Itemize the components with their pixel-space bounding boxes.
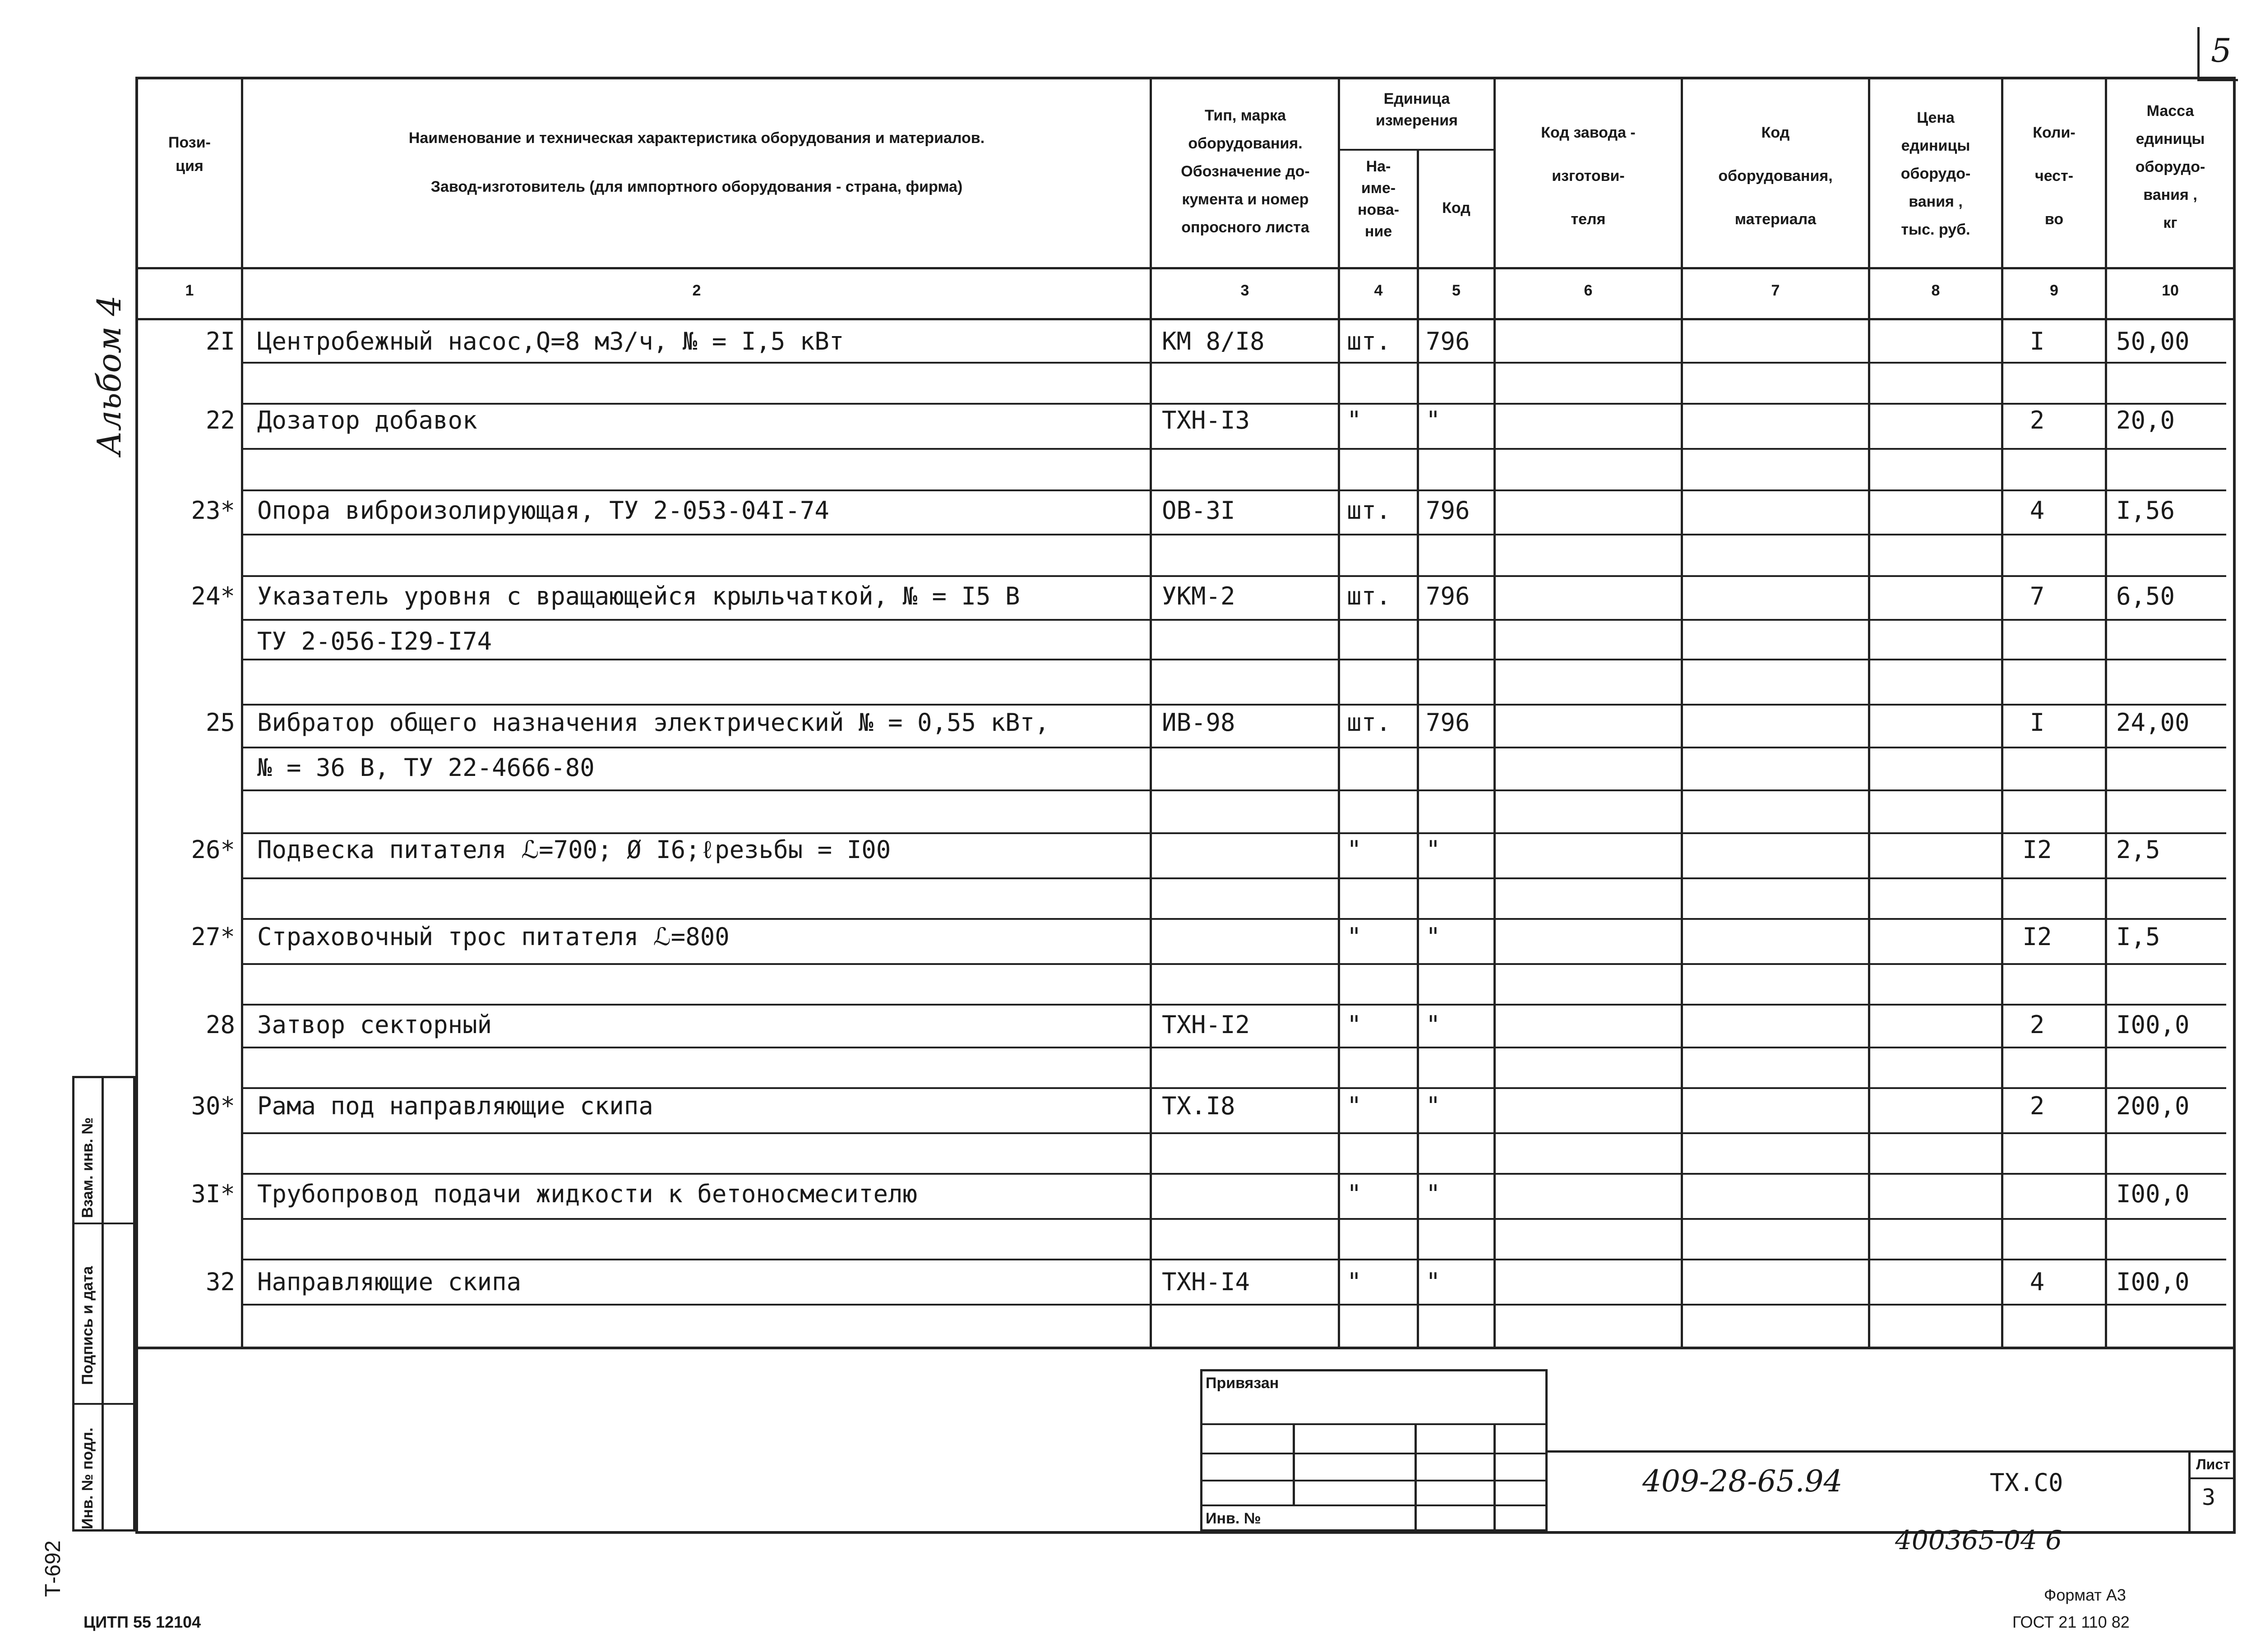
row-type: КМ 8/I8 [1162, 327, 1265, 355]
row-line [241, 1047, 2226, 1048]
sheet-number: 3 [2202, 1484, 2216, 1510]
header-unit-group: Единица измерения [1376, 90, 1458, 129]
row-type: ОВ-3I [1162, 496, 1235, 525]
row-position: 32 [205, 1268, 235, 1296]
row-name: Направляющие скипа [257, 1268, 522, 1296]
row-line [241, 1087, 2226, 1089]
header-type: Тип, марка оборудования. Обозначение до- кумента и номер опросного листа [1181, 107, 1310, 236]
row-line [241, 619, 2226, 621]
row-unit: " [1347, 923, 1362, 951]
col-number: 9 [2050, 282, 2058, 299]
sheet-label: Лист [2196, 1456, 2230, 1472]
row-unit-code: 796 [1426, 582, 1470, 610]
row-unit: шт. [1347, 327, 1391, 355]
row-mass: 24,00 [2116, 708, 2190, 737]
stamp-inv-no: Инв. № [1206, 1510, 1261, 1527]
col-number: 1 [185, 282, 194, 299]
row-name: Дозатор добавок [257, 406, 477, 434]
row-quantity: 2 [2029, 406, 2045, 434]
row-type: ТХН-I3 [1162, 406, 1250, 434]
row-type: УКМ-2 [1162, 582, 1235, 610]
row-position: 22 [205, 406, 235, 434]
row-name: Страховочный трос питателя ℒ=800 [257, 923, 730, 951]
row-name-cont: № = 36 В, ТУ 22-4666-80 [257, 753, 595, 782]
row-mass: 50,00 [2116, 327, 2190, 355]
row-line [241, 832, 2226, 834]
row-name: Трубопровод подачи жидкости к бетоносмесителю [257, 1180, 917, 1208]
header-quantity: Коли- чест- во [2033, 124, 2076, 228]
row-position: 3I* [191, 1180, 235, 1208]
row-quantity: I [2029, 708, 2045, 737]
row-mass: I00,0 [2116, 1011, 2190, 1039]
side-label-podpis: Подпись и дата [79, 1266, 96, 1385]
row-unit: " [1347, 835, 1362, 864]
row-line [241, 403, 2226, 405]
row-name: Затвор секторный [257, 1011, 492, 1039]
row-line [241, 659, 2226, 660]
gost-label: ГОСТ 21 110 82 [2012, 1613, 2130, 1631]
row-line [241, 362, 2226, 364]
header-plant-code: Код завода - изготови- теля [1541, 124, 1636, 228]
row-line [241, 1173, 2226, 1175]
stamp-vline [1415, 1423, 1417, 1532]
row-line [241, 489, 2226, 491]
header-price: Цена единицы оборудо- вания , тыс. руб. [1900, 109, 1971, 238]
col-line [1417, 149, 1419, 1349]
side-line [72, 1223, 135, 1224]
row-position: 23* [191, 496, 235, 525]
doc-code: 409-28-65.94 [1642, 1464, 1843, 1499]
row-quantity: I2 [2022, 835, 2052, 864]
row-unit-code: 796 [1426, 327, 1470, 355]
row-name-cont: ТУ 2-056-I29-I74 [257, 627, 492, 655]
row-line [241, 918, 2226, 920]
row-line [241, 575, 2226, 577]
side-label-vzam: Взам. инв. № [79, 1117, 96, 1218]
row-mass: I,5 [2116, 923, 2160, 951]
row-type: ТХН-I2 [1162, 1011, 1250, 1039]
row-unit-code: " [1426, 835, 1441, 864]
header-position: Пози- ция [168, 134, 211, 175]
row-quantity: 4 [2029, 1268, 2045, 1296]
stamp-privyazan: Привязан [1206, 1375, 1279, 1392]
row-mass: 20,0 [2116, 406, 2175, 434]
row-unit: шт. [1347, 496, 1391, 525]
row-unit-code: " [1426, 1011, 1441, 1039]
row-mass: 2,5 [2116, 835, 2160, 864]
row-line [241, 1004, 2226, 1006]
side-label-inv-podl: Инв. № подл. [79, 1427, 96, 1529]
col-number: 4 [1374, 282, 1383, 299]
row-unit: шт. [1347, 582, 1391, 610]
page-number: 5 [2211, 32, 2232, 69]
row-unit: " [1347, 1092, 1362, 1120]
col-number: 6 [1584, 282, 1593, 299]
col-number: 2 [692, 282, 701, 299]
row-mass: 200,0 [2116, 1092, 2190, 1120]
row-unit-code: " [1426, 406, 1441, 434]
col-number: 5 [1452, 282, 1461, 299]
row-unit: " [1347, 1180, 1362, 1208]
row-unit: " [1347, 1011, 1362, 1039]
row-type: ИВ-98 [1162, 708, 1235, 737]
row-unit-code: " [1426, 1268, 1441, 1296]
row-mass: 6,50 [2116, 582, 2175, 610]
row-quantity: 2 [2029, 1092, 2045, 1120]
table-bottom-line [135, 1347, 2236, 1349]
side-line [72, 1403, 135, 1405]
row-unit-code: " [1426, 1092, 1441, 1120]
col-number: 10 [2162, 282, 2179, 299]
header-line [135, 267, 2236, 269]
row-name: Центробежный насос,Q=8 м3/ч, № = I,5 кВт [257, 327, 844, 355]
row-unit: " [1347, 1268, 1362, 1296]
side-vline [102, 1076, 104, 1532]
header-unit-name: На- име- нова- ние [1358, 158, 1399, 240]
header-equipment-code: Код оборудования, материала [1718, 124, 1833, 228]
row-name: Подвеска питателя ℒ=700; Ø I6;ℓрезьбы = I00 [257, 835, 891, 864]
row-name: Указатель уровня с вращающейся крыльчаткой, № = I5 В [257, 582, 1020, 610]
stamp-line [2188, 1477, 2236, 1479]
row-unit-code: " [1426, 1180, 1441, 1208]
row-quantity: I [2029, 327, 2045, 355]
row-unit-code: 796 [1426, 496, 1470, 525]
col-number: 7 [1771, 282, 1780, 299]
t-code: Т-692 [41, 1540, 65, 1597]
header-name-line1: Наименование и техническая характеристика оборудования и материалов. [408, 129, 985, 147]
tsitp-label: ЦИТП 55 12104 [83, 1613, 201, 1631]
row-unit: шт. [1347, 708, 1391, 737]
row-line [241, 1218, 2226, 1220]
row-line [241, 963, 2226, 965]
row-position: 27* [191, 923, 235, 951]
header-unit-code: Код [1442, 199, 1470, 217]
album-label: Альбом 4 [90, 295, 128, 456]
row-line [241, 747, 2226, 748]
row-name: Опора виброизолирующая, ТУ 2-053-04I-74 [257, 496, 829, 525]
row-name: Рама под направляющие скипа [257, 1092, 653, 1120]
row-quantity: 7 [2029, 582, 2045, 610]
row-quantity: 2 [2029, 1011, 2045, 1039]
row-line [241, 534, 2226, 535]
stamp-vline [1493, 1423, 1496, 1532]
format-label: Формат А3 [2044, 1586, 2126, 1604]
row-unit-code: 796 [1426, 708, 1470, 737]
row-unit: " [1347, 406, 1362, 434]
row-mass: I00,0 [2116, 1180, 2190, 1208]
row-mass: I00,0 [2116, 1268, 2190, 1296]
col-number: 3 [1240, 282, 1249, 299]
stamp-vline [1293, 1423, 1295, 1504]
row-line [241, 1259, 2226, 1260]
row-unit-code: " [1426, 923, 1441, 951]
row-quantity: I2 [2022, 923, 2052, 951]
row-line [241, 448, 2226, 450]
row-position: 25 [205, 708, 235, 737]
row-line [241, 789, 2226, 791]
row-quantity: 4 [2029, 496, 2045, 525]
header-mass: Масса единицы оборудо- вания , кг [2135, 102, 2205, 231]
archive-number: 400365-04 6 [1895, 1525, 2062, 1555]
header-line [135, 318, 2236, 320]
row-position: 28 [205, 1011, 235, 1039]
row-position: 2I [205, 327, 235, 355]
row-line [241, 877, 2226, 879]
header-name-line2: Завод-изготовитель (для импортного оборудования - страна, фирма) [430, 178, 963, 195]
row-name: Вибратор общего назначения электрический № = 0,55 кВт, [257, 708, 1049, 737]
row-position: 24* [191, 582, 235, 610]
row-position: 30* [191, 1092, 235, 1120]
row-line [241, 704, 2226, 706]
row-mass: I,56 [2116, 496, 2175, 525]
row-line [241, 1304, 2226, 1306]
doc-mark: ТХ.С0 [1990, 1468, 2063, 1497]
row-type: ТХН-I4 [1162, 1268, 1250, 1296]
row-type: ТХ.I8 [1162, 1092, 1235, 1120]
stamp-line [1548, 1450, 2236, 1453]
row-position: 26* [191, 835, 235, 864]
row-line [241, 1132, 2226, 1134]
col-number: 8 [1931, 282, 1940, 299]
header-line [1338, 149, 1496, 151]
